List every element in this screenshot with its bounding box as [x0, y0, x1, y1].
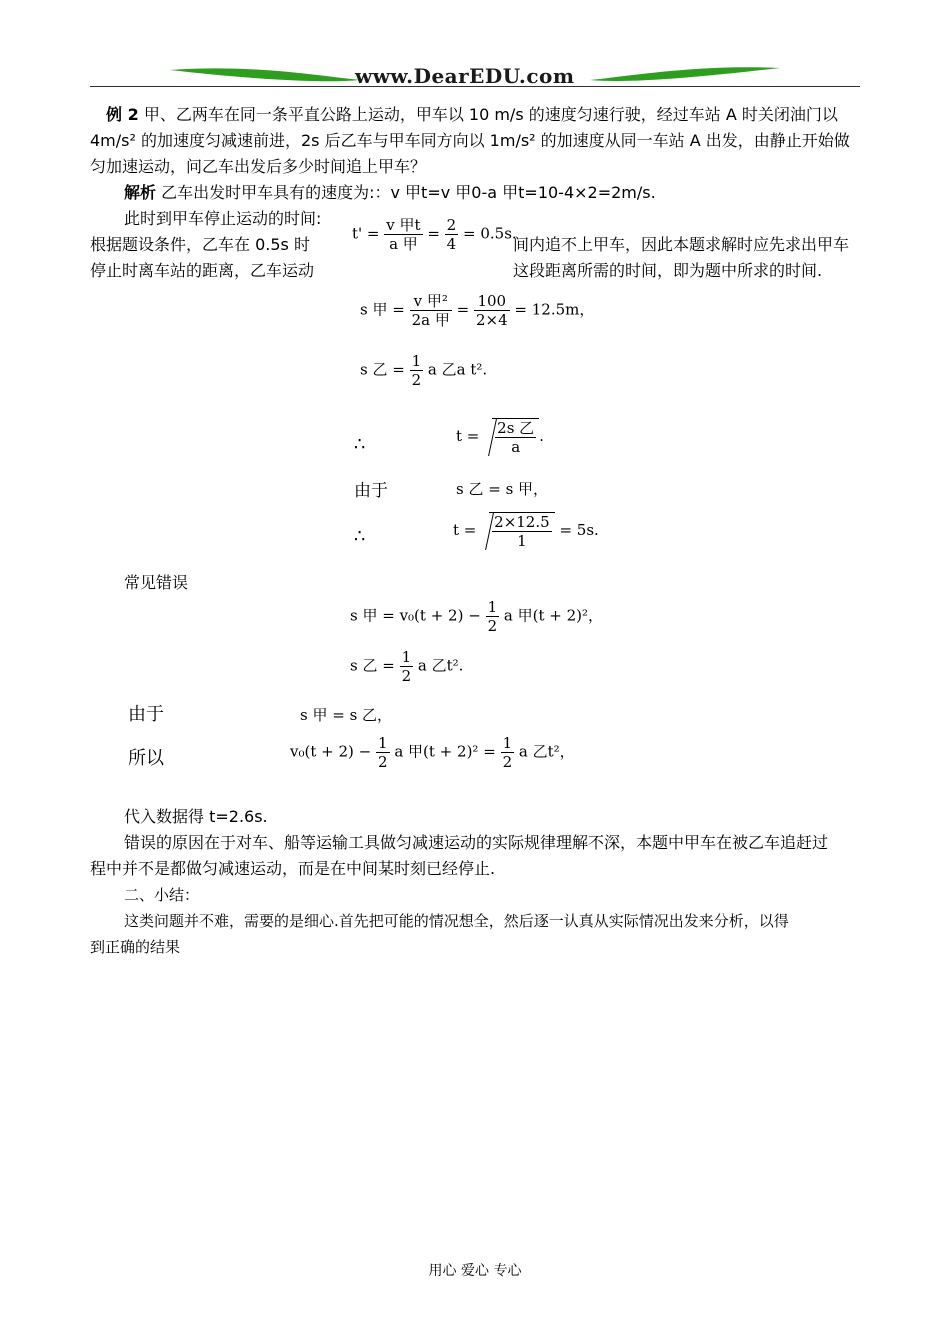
therefore-symbol-1: ∴: [354, 434, 366, 455]
error-result: 代入数据得 t=2.6s.: [124, 807, 268, 826]
site-name[interactable]: www.DearEDU.com: [355, 64, 575, 88]
summary-line-2: 到正确的结果: [90, 938, 181, 956]
because-equation: s 乙 = s 甲，: [456, 480, 549, 498]
solution-label: 解析: [124, 183, 157, 202]
error-so-equation: v₀(t + 2) − $\frac{1}{2}$ a 甲(t + 2)² = $\frac{1}{2}$ a 乙t²，: [290, 734, 575, 771]
error-reason-line-2: 程中并不是都做匀减速运动，而是在中间某时刻已经停止.: [90, 859, 496, 878]
left-col-line-1: 根据题设条件，乙车在 0.5s 时: [90, 235, 310, 254]
error-equation-2: s 乙 = $\frac{1}{2}$ a 乙t².: [350, 648, 464, 685]
error-equation-1: s 甲 = v₀(t + 2) − $\frac{1}{2}$ a 甲(t + 2)²，: [350, 598, 603, 635]
error-reason-line-1: 错误的原因在于对车、船等运输工具做匀减速运动的实际规律理解不深，本题中甲车在被乙车追赶过: [124, 833, 829, 852]
error-because-word: 由于: [128, 704, 164, 725]
stop-time-intro: 此时到甲车停止运动的时间:: [124, 209, 322, 228]
equation-t-prime: t' = $\frac{\text{v 甲t}}{\text{a 甲}}$ = $\frac{2}{4}$ = 0.5s.: [352, 216, 517, 253]
equation-s-jia: s 甲 = $\frac{\text{v 甲²}}{\text{2a 甲}}$ = $\frac{100}{2\times 4}$ = 12.5m，: [360, 292, 595, 329]
because-word: 由于: [354, 481, 388, 501]
equation-s-yi: s 乙 = $\frac{1}{2}$ a 乙a t².: [360, 352, 488, 389]
example-label: 例 2: [106, 105, 139, 124]
header-rule: [90, 86, 860, 87]
question-line-2: 4m/s² 的加速度匀减速前进，2s 后乙车与甲车同方向以 1m/s² 的加速度从同一车站 A 出发，由静止开始做: [90, 131, 850, 150]
equation-t-result: t = $\frac{2\times 12.5}{1}$ = 5s.: [453, 513, 599, 550]
right-col-line-2: 这段距离所需的时间，即为题中所求的时间.: [513, 261, 823, 280]
left-col-line-2: 停止时离车站的距离，乙车运动: [90, 261, 315, 280]
question-line-3: 匀加速运动，问乙车出发后多少时间追上甲车？: [90, 157, 427, 176]
question-line-1: 甲、乙两车在同一条平直公路上运动，甲车以 10 m/s 的速度匀速行驶，经过车站 A 时关闭油门以: [143, 105, 838, 124]
page-footer: 用心 爱心 专心: [428, 1263, 522, 1279]
example-question: [90, 102, 860, 128]
therefore-symbol-2: ∴: [354, 526, 366, 547]
common-error-title: 常见错误: [124, 573, 189, 592]
error-because-equation: s 甲 = s 乙，: [300, 706, 393, 724]
equation-t-sqrt: t = $\frac{\text{2s 乙}}{a}$ .: [456, 419, 544, 456]
solution-line-1: 解析 乙车出发时甲车具有的速度为:：v 甲t=v 甲0-a 甲t=10-4×2=2m/s.: [124, 183, 656, 202]
summary-title: 二、小结：: [124, 886, 200, 904]
right-col-line-1: 间内追不上甲车，因此本题求解时应先求出甲车: [513, 235, 850, 254]
error-so-word: 所以: [128, 748, 164, 769]
summary-line-1: 这类问题并不难，需要的是细心.首先把可能的情况想全，然后逐一认真从实际情况出发来分析，以得: [124, 912, 789, 930]
